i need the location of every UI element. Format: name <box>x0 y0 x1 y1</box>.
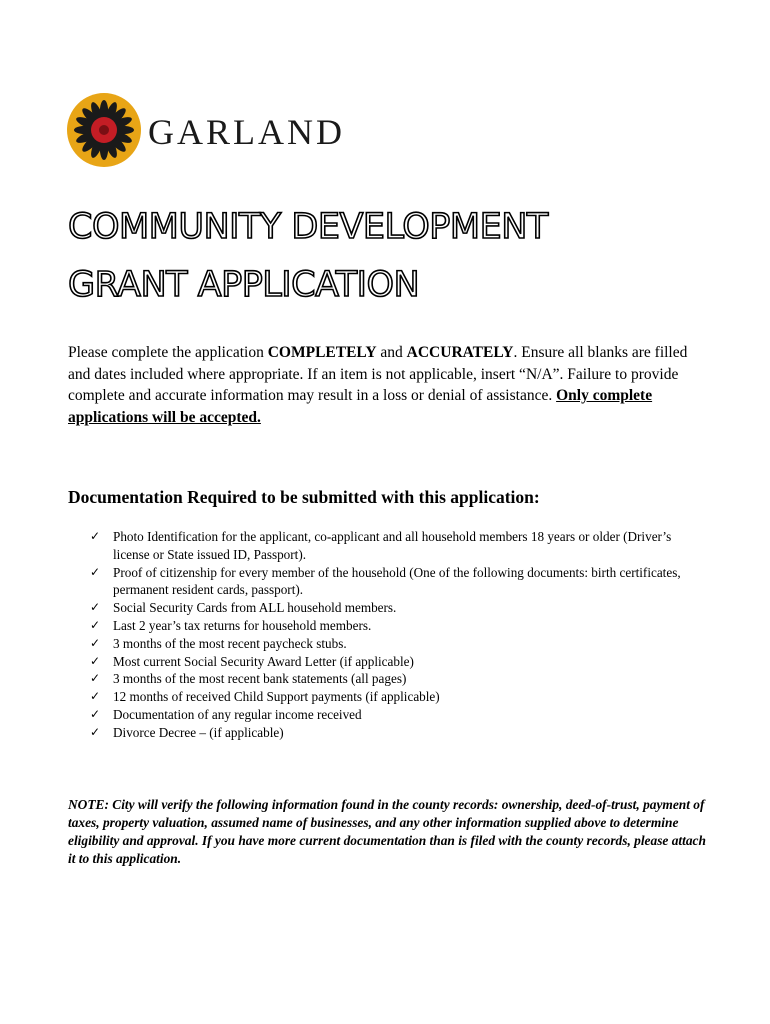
list-item <box>90 724 710 742</box>
list-item <box>90 653 710 671</box>
checkmark-icon: ✓ <box>90 706 101 721</box>
list-item-text: 12 months of received Child Support payments (if applicable) <box>113 689 440 705</box>
checkmark-icon: ✓ <box>90 689 101 704</box>
list-item <box>90 670 710 688</box>
checkmark-icon: ✓ <box>90 653 101 668</box>
title-line-1: COMMUNITY DEVELOPMENT <box>68 207 548 247</box>
sunflower-seal-icon <box>66 92 142 168</box>
checkmark-icon: ✓ <box>90 529 101 543</box>
list-item-text: Most current Social Security Award Letter (if applicable) <box>113 653 414 669</box>
list-item-text: 3 months of the most recent bank statements (all pages) <box>113 671 407 687</box>
list-item-text: Divorce Decree – (if applicable) <box>113 724 284 740</box>
checkmark-icon: ✓ <box>90 600 101 615</box>
checkmark-icon: ✓ <box>90 617 101 632</box>
documentation-heading: Documentation Required to be submitted with this application: <box>68 487 540 507</box>
verification-note: NOTE: City will verify the following information found in the county records: ownership, deed-of-trust, payment of taxes, property valuation, assumed name of businesses, and any other information supplied above to determine eligibility and approval. If you have more current documentation than is filed with the county records, please attach it to this application. <box>68 797 706 866</box>
checkmark-icon: ✓ <box>90 635 101 650</box>
list-item <box>90 617 710 635</box>
list-item-text: Documentation of any regular income received <box>113 706 362 722</box>
documentation-list <box>90 528 710 742</box>
list-item <box>90 688 710 706</box>
list-item <box>90 706 710 724</box>
intro-text-2: and <box>376 344 407 361</box>
checkmark-icon: ✓ <box>90 724 101 739</box>
list-item <box>90 599 710 617</box>
page-title <box>68 198 548 314</box>
garland-logo <box>66 92 396 168</box>
list-item <box>90 635 710 653</box>
intro-bold-completely: COMPLETELY <box>267 344 377 361</box>
list-item-text: Proof of citizenship for every member of the household (One of the following documents: birth certificates, permanent resident cards, passport). <box>113 564 681 598</box>
intro-underlined-notice: Only complete applications will be accepted. <box>68 387 653 426</box>
list-item <box>90 564 710 600</box>
intro-text-1: Please complete the application <box>68 344 268 361</box>
list-item-text: 3 months of the most recent paycheck stubs. <box>113 635 347 651</box>
list-item-text: Last 2 year’s tax returns for household members. <box>113 617 372 633</box>
intro-text-3: . Ensure all blanks are filled and dates included where appropriate. If an item is not applicable, insert “N/A”. Failure to provide complete and accurate information may result in a loss or denial of assistance. <box>68 344 688 404</box>
checkmark-icon: ✓ <box>90 564 101 579</box>
list-item-text: Social Security Cards from ALL household members. <box>113 600 397 616</box>
intro-bold-accurately: ACCURATELY <box>406 344 514 361</box>
intro-paragraph <box>68 342 708 428</box>
checkmark-icon: ✓ <box>90 671 101 686</box>
logo-wordmark: GARLAND <box>148 112 345 152</box>
title-line-2: GRANT APPLICATION <box>68 265 420 305</box>
list-item-text: Photo Identification for the applicant, co-applicant and all household members 18 years or older (Driver’s license or State issued ID, Passport). <box>113 529 672 562</box>
list-item <box>90 528 710 564</box>
